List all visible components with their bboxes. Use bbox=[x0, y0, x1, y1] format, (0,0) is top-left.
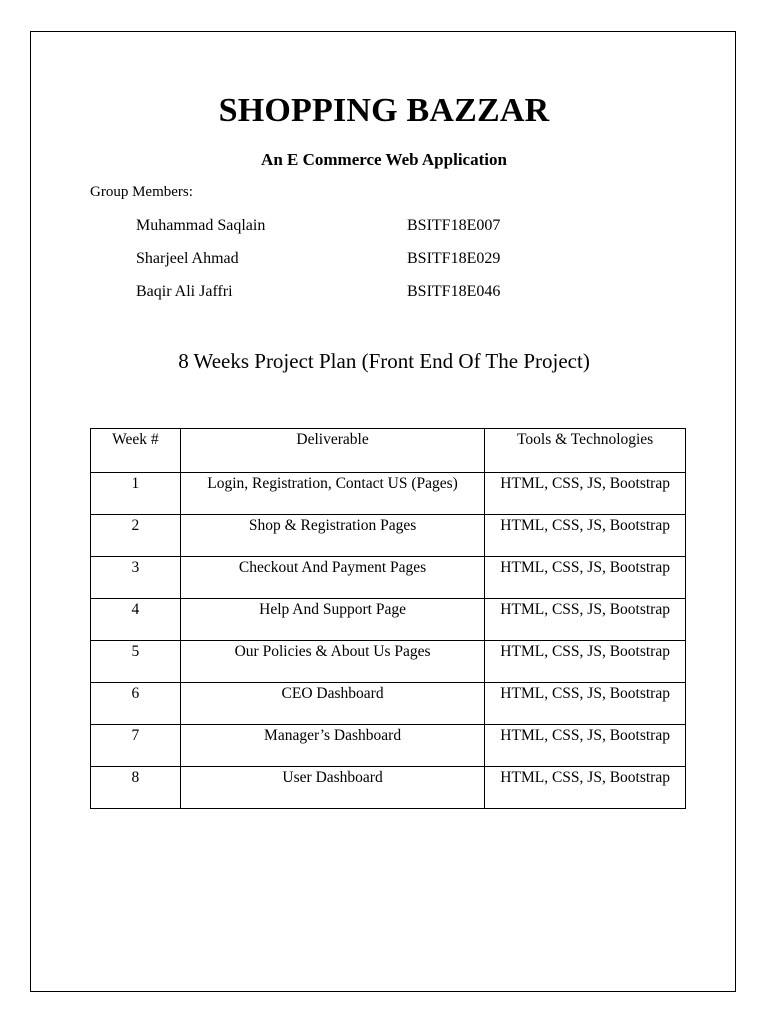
member-id: BSITF18E029 bbox=[407, 250, 501, 267]
member-name: Sharjeel Ahmad bbox=[136, 250, 239, 267]
week-cell: 4 bbox=[91, 599, 181, 641]
member-name: Baqir Ali Jaffri bbox=[136, 283, 233, 300]
tools-cell: HTML, CSS, JS, Bootstrap bbox=[485, 641, 686, 683]
tools-cell: HTML, CSS, JS, Bootstrap bbox=[485, 683, 686, 725]
table-row bbox=[91, 557, 686, 599]
document-title: SHOPPING BAZZAR bbox=[218, 92, 550, 129]
table-header-row bbox=[91, 429, 686, 473]
member-row bbox=[0, 250, 768, 274]
table-row bbox=[91, 767, 686, 809]
table-row bbox=[91, 473, 686, 515]
deliverable-cell: Help And Support Page bbox=[180, 599, 484, 641]
tools-cell: HTML, CSS, JS, Bootstrap bbox=[485, 725, 686, 767]
project-plan-table bbox=[90, 428, 686, 809]
tools-cell: HTML, CSS, JS, Bootstrap bbox=[485, 473, 686, 515]
deliverable-cell: Manager’s Dashboard bbox=[180, 725, 484, 767]
week-cell: 8 bbox=[91, 767, 181, 809]
table-row bbox=[91, 641, 686, 683]
header-week: Week # bbox=[91, 429, 181, 473]
document-subtitle: An E Commerce Web Application bbox=[261, 150, 507, 169]
deliverable-cell: CEO Dashboard bbox=[180, 683, 484, 725]
deliverable-cell: User Dashboard bbox=[180, 767, 484, 809]
week-cell: 6 bbox=[91, 683, 181, 725]
week-cell: 3 bbox=[91, 557, 181, 599]
week-cell: 2 bbox=[91, 515, 181, 557]
header-deliverable: Deliverable bbox=[180, 429, 484, 473]
deliverable-cell: Shop & Registration Pages bbox=[180, 515, 484, 557]
member-name: Muhammad Saqlain bbox=[136, 217, 266, 234]
table-row bbox=[91, 683, 686, 725]
member-id: BSITF18E046 bbox=[407, 283, 501, 300]
table-row bbox=[91, 515, 686, 557]
deliverable-cell: Login, Registration, Contact US (Pages) bbox=[180, 473, 484, 515]
tools-cell: HTML, CSS, JS, Bootstrap bbox=[485, 557, 686, 599]
week-cell: 7 bbox=[91, 725, 181, 767]
tools-cell: HTML, CSS, JS, Bootstrap bbox=[485, 515, 686, 557]
deliverable-cell: Our Policies & About Us Pages bbox=[180, 641, 484, 683]
table-row bbox=[91, 599, 686, 641]
plan-heading: 8 Weeks Project Plan (Front End Of The Project) bbox=[178, 349, 590, 373]
deliverable-cell: Checkout And Payment Pages bbox=[180, 557, 484, 599]
header-tools: Tools & Technologies bbox=[485, 429, 686, 473]
member-id: BSITF18E007 bbox=[407, 217, 501, 234]
member-row bbox=[0, 283, 768, 307]
week-cell: 5 bbox=[91, 641, 181, 683]
tools-cell: HTML, CSS, JS, Bootstrap bbox=[485, 767, 686, 809]
week-cell: 1 bbox=[91, 473, 181, 515]
table-row bbox=[91, 725, 686, 767]
group-members-label: Group Members: bbox=[90, 184, 193, 200]
tools-cell: HTML, CSS, JS, Bootstrap bbox=[485, 599, 686, 641]
member-row bbox=[0, 217, 768, 241]
